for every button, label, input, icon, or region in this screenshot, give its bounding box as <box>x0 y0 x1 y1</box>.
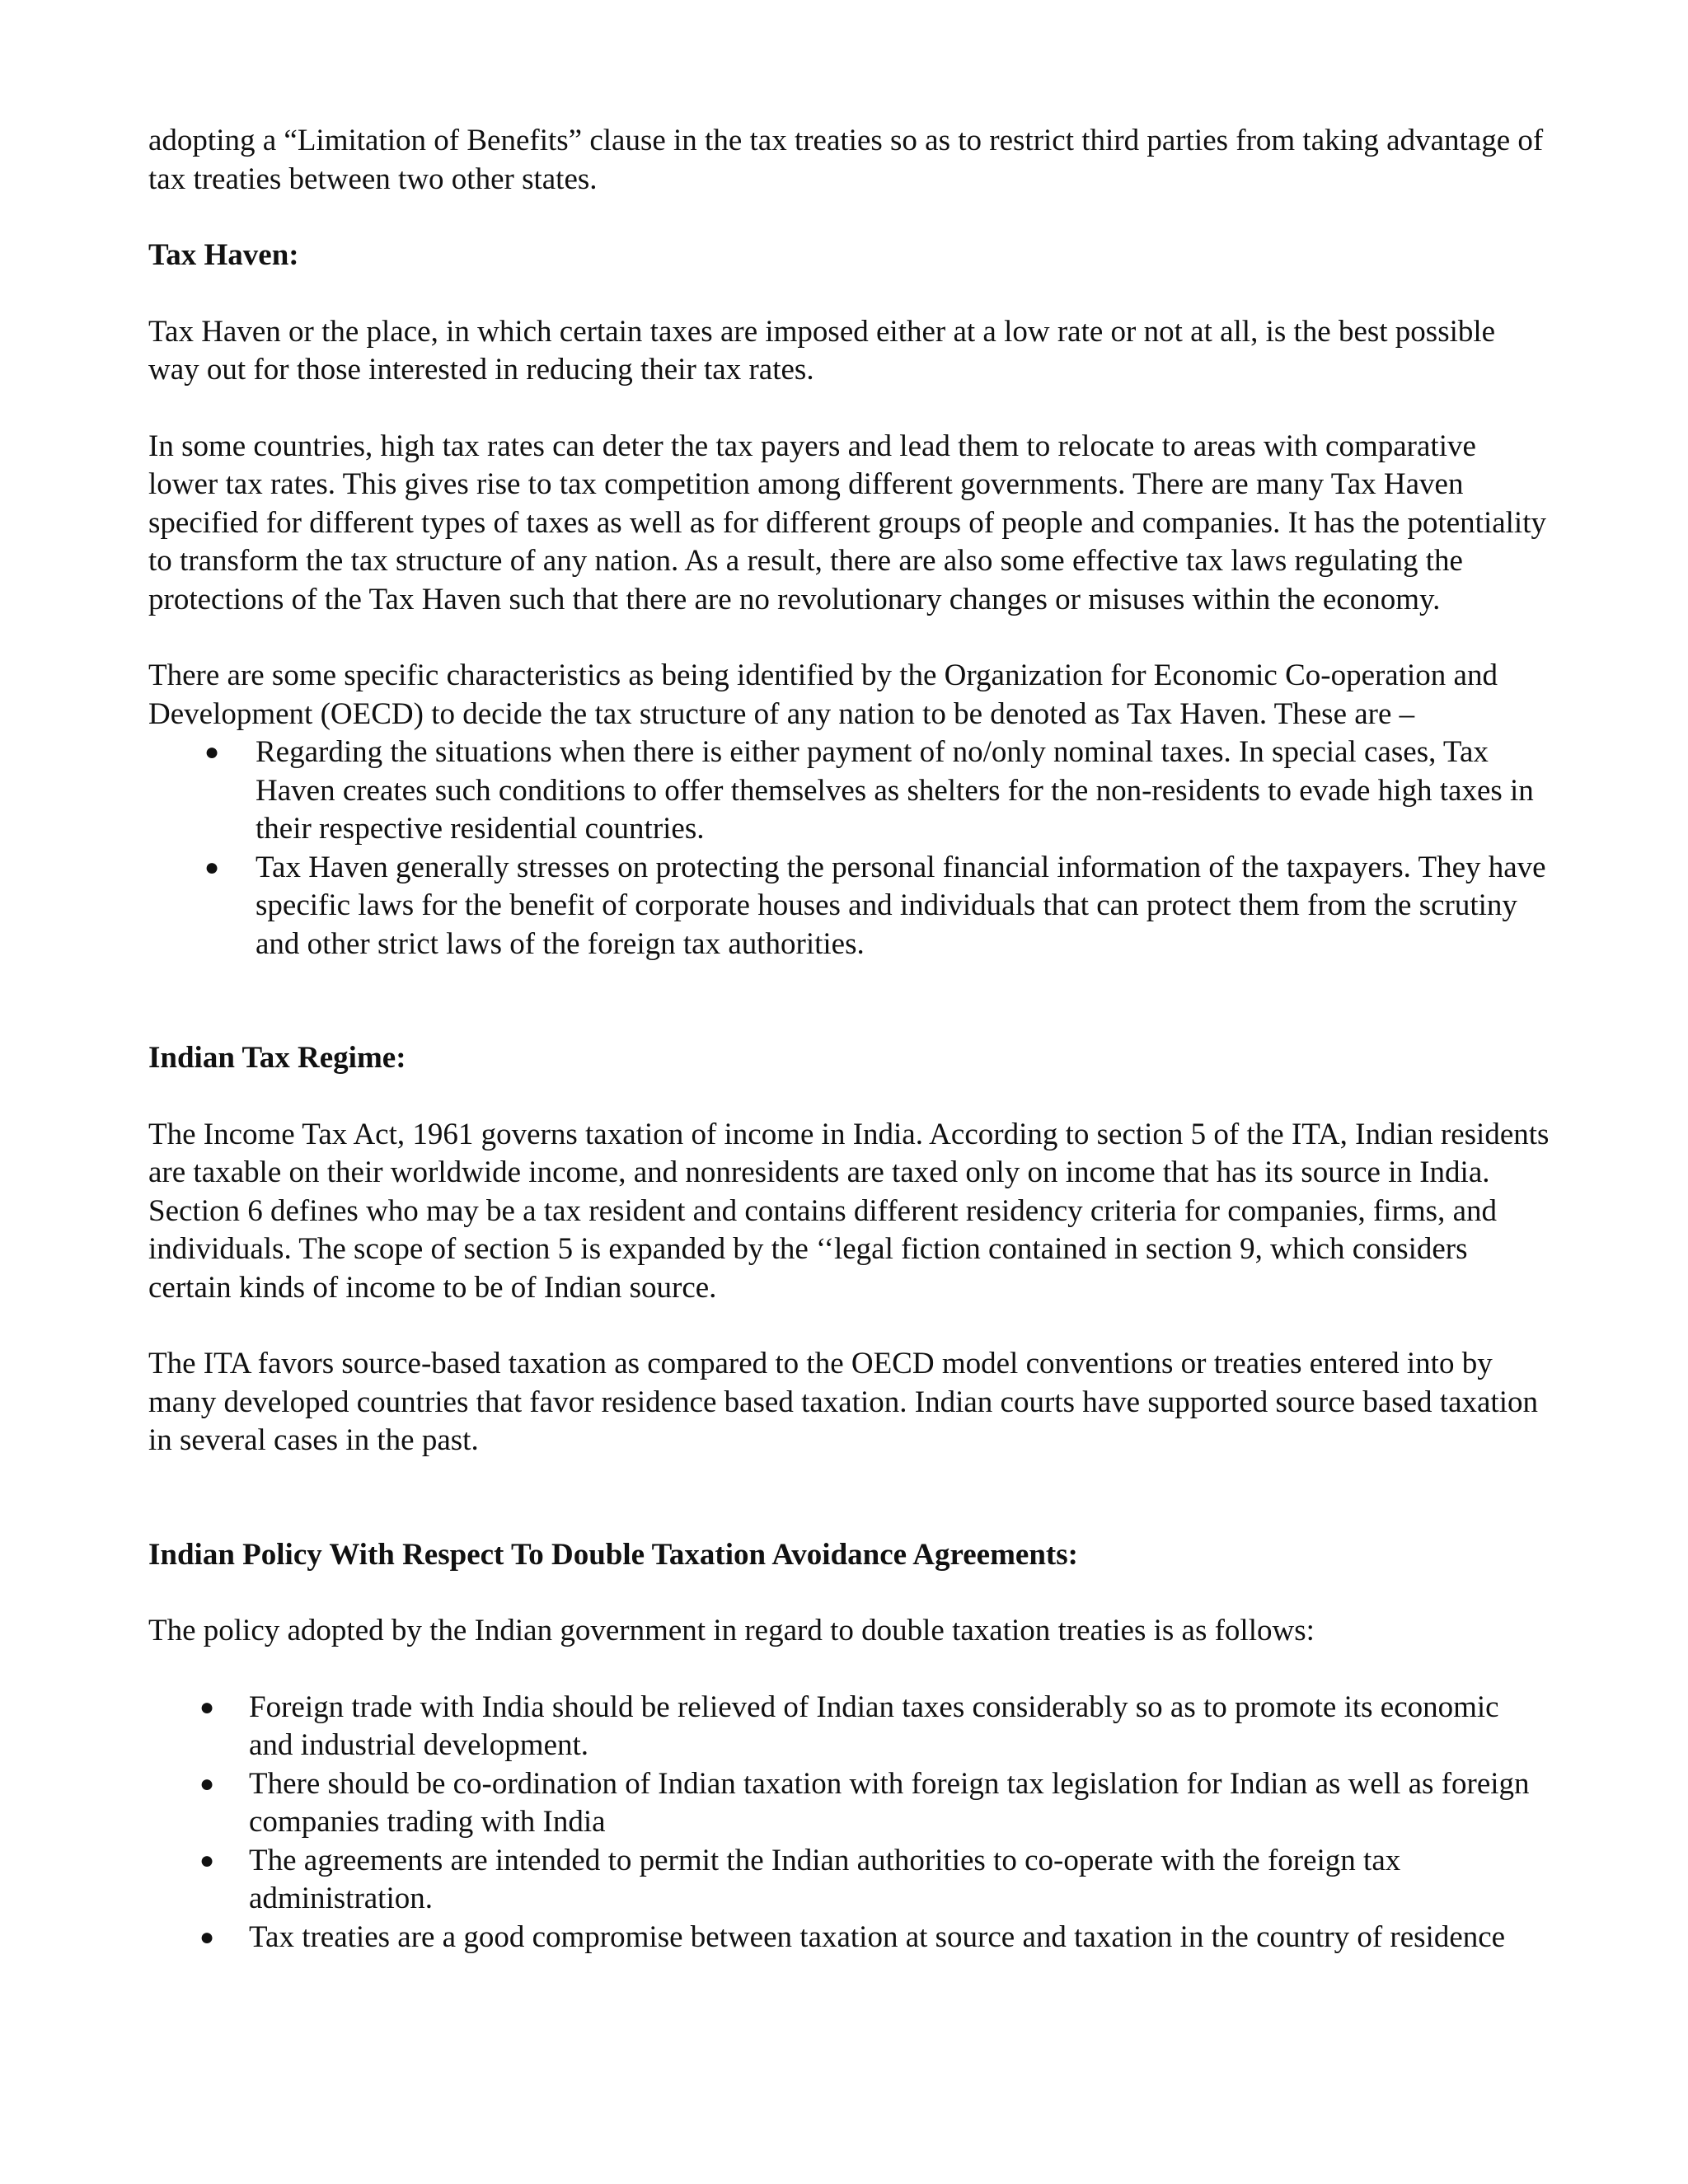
list-item <box>148 1765 1550 1842</box>
bullet-icon: ● <box>199 1693 215 1721</box>
tax-haven-heading: Tax Haven: <box>148 238 299 272</box>
tax-haven-paragraph-1: Tax Haven or the place, in which certain taxes are imposed either at a low rate or not at all, is the best possible way out for those interested in reducing their tax rates. <box>148 314 1496 387</box>
list-item-text: Regarding the situations when there is either payment of no/only nominal taxes. In special cases, Tax Haven creates such conditions to offer themselves as shelters for the non-residents to evade high taxes in their respective residential countries. <box>256 735 1534 846</box>
bullet-icon: ● <box>199 1846 215 1874</box>
intro-paragraph: adopting a “Limitation of Benefits” clause in the tax treaties so as to restrict third parties from taking advantage of tax treaties between two other states. <box>148 124 1544 196</box>
bullet-icon: ● <box>204 738 220 766</box>
list-item <box>148 1689 1550 1765</box>
list-item-text: The agreements are intended to permit the Indian authorities to co-operate with the foreign tax administration. <box>249 1843 1401 1915</box>
dtaa-bullet-list <box>148 1689 1550 1957</box>
bullet-icon: ● <box>199 1769 215 1797</box>
list-item-text: Tax treaties are a good compromise between taxation at source and taxation in the country of residence <box>249 1919 1506 1954</box>
list-item-text: Foreign trade with India should be relieved of Indian taxes considerably so as to promote its economic and industrial development. <box>249 1690 1499 1762</box>
dtaa-paragraph-1: The policy adopted by the Indian government in regard to double taxation treaties is as follows: <box>148 1614 1315 1647</box>
bullet-icon: ● <box>204 853 220 881</box>
tax-haven-bullet-list <box>148 733 1550 963</box>
list-item-text: Tax Haven generally stresses on protecting the personal financial information of the taxpayers. They have specific laws for the benefit of corporate houses and individuals that can protect them from the scrutiny and other strict laws of the foreign tax authorities. <box>256 850 1546 961</box>
list-item <box>148 733 1550 849</box>
bullet-icon: ● <box>199 1923 215 1951</box>
indian-tax-regime-paragraph-1: The Income Tax Act, 1961 governs taxation of income in India. According to section 5 of the ITA, Indian residents are taxable on their worldwide income, and nonresidents are taxed only on income that has its source in India. Section 6 defines who may be a tax resident and contains different residency criteria for companies, firms, and individuals. The scope of section 5 is expanded by the ‘‘legal fiction contained in section 9, which considers certain kinds of income to be of Indian source. <box>148 1117 1550 1305</box>
list-item <box>148 1919 1550 1957</box>
list-item <box>148 849 1550 964</box>
list-item <box>148 1842 1550 1919</box>
indian-tax-regime-heading: Indian Tax Regime: <box>148 1041 406 1075</box>
document-page <box>148 122 1550 1957</box>
list-item-text: There should be co-ordination of Indian taxation with foreign tax legislation for Indian as well as foreign companies trading with India <box>249 1766 1530 1839</box>
dtaa-heading: Indian Policy With Respect To Double Taxation Avoidance Agreements: <box>148 1537 1078 1572</box>
tax-haven-paragraph-3: There are some specific characteristics as being identified by the Organization for Economic Co-operation and Development (OECD) to decide the tax structure of any nation to be denoted as Tax Haven. These are – <box>148 658 1498 731</box>
tax-haven-paragraph-2: In some countries, high tax rates can deter the tax payers and lead them to relocate to areas with comparative lower tax rates. This gives rise to tax competition among different governments. There are many Tax Haven specified for different types of taxes as well as for different groups of people and companies. It has the potentiality to transform the tax structure of any nation. As a result, there are also some effective tax laws regulating the protections of the Tax Haven such that there are no revolutionary changes or misuses within the economy. <box>148 429 1546 616</box>
indian-tax-regime-paragraph-2: The ITA favors source-based taxation as compared to the OECD model conventions or treaties entered into by many developed countries that favor residence based taxation. Indian courts have supported source based taxation in several cases in the past. <box>148 1347 1538 1457</box>
